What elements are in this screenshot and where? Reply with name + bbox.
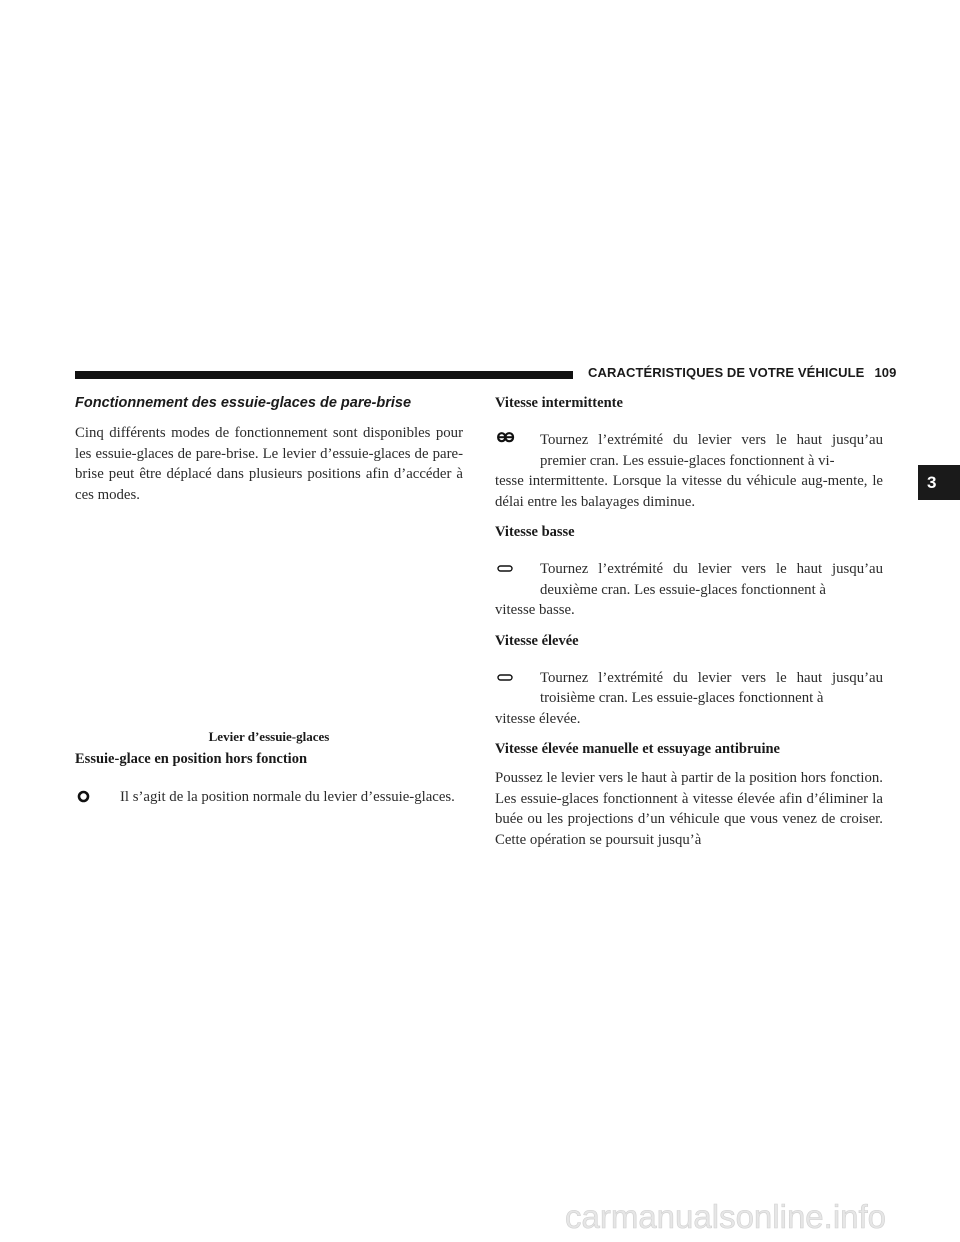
high-speed-title: Vitesse élevée <box>495 632 579 649</box>
intermittent-text-a: Tournez l’extrémité du levier vers le haut jusqu’au premier cran. Les essuie-glaces fonctionnent à vi- <box>540 432 883 469</box>
right-column <box>495 393 883 850</box>
intermittent-text-b: tesse intermittente. Lorsque la vitesse du véhicule aug-mente, le délai entre les balayages diminue. <box>495 473 883 510</box>
intermittent-wipe-icon <box>497 432 515 443</box>
chapter-title: CARACTÉRISTIQUES DE VOTRE VÉHICULE <box>588 365 865 380</box>
off-position-icon <box>77 790 90 803</box>
off-position-block <box>75 787 463 808</box>
low-speed-title: Vitesse basse <box>495 524 575 540</box>
low-speed-text-a: Tournez l’extrémité du levier vers le haut jusqu’au deuxième cran. Les essuie-glaces fonctionnent à <box>540 561 883 598</box>
intro-paragraph: Cinq différents modes de fonctionnement sont disponibles pour les essuie-glaces de pare-brise. Le levier d’essuie-glaces de pare-brise peut être déplacé dans plusieurs positions afin d’accéder à ces modes. <box>75 425 463 503</box>
off-position-text: Il s’agit de la position normale du levier d’essuie-glaces. <box>120 789 455 805</box>
figure <box>75 505 463 745</box>
high-speed-icon <box>497 674 513 682</box>
off-position-title: Essuie-glace en position hors fonction <box>75 751 308 767</box>
mist-text: Poussez le levier vers le haut à partir de la position hors fonction. Les essuie-glaces fonctionnent à vitesse élevée afin d’éliminer la buée ou les projections d’un véhicule que vous venez de croiser. Cette opération se poursuit jusqu’à <box>495 770 883 848</box>
watermark-text: carmanualsonline.info <box>565 1198 887 1235</box>
page-number: 109 <box>874 365 897 380</box>
chapter-tab <box>918 465 960 500</box>
watermark <box>565 1196 955 1238</box>
high-speed-text-b: vitesse élevée. <box>495 710 581 727</box>
mist-title: Vitesse élevée manuelle et essuyage antibruine <box>495 741 780 757</box>
running-header <box>588 365 896 380</box>
high-speed-text-a: Tournez l’extrémité du levier vers le haut jusqu’au troisième cran. Les essuie-glaces fonctionnent à <box>540 669 883 706</box>
figure-caption: Levier d’essuie-glaces <box>208 729 330 744</box>
left-column <box>75 393 463 808</box>
low-speed-block <box>495 559 883 621</box>
high-speed-block <box>495 668 883 730</box>
low-speed-icon <box>497 565 513 573</box>
low-speed-text-b: vitesse basse. <box>495 602 575 618</box>
section-title: Fonctionnement des essuie-glaces de pare-brise <box>75 395 412 411</box>
chapter-number: 3 <box>927 472 937 492</box>
intermittent-title: Vitesse intermittente <box>495 395 623 411</box>
header-rule <box>75 371 573 379</box>
intermittent-block <box>495 430 883 512</box>
